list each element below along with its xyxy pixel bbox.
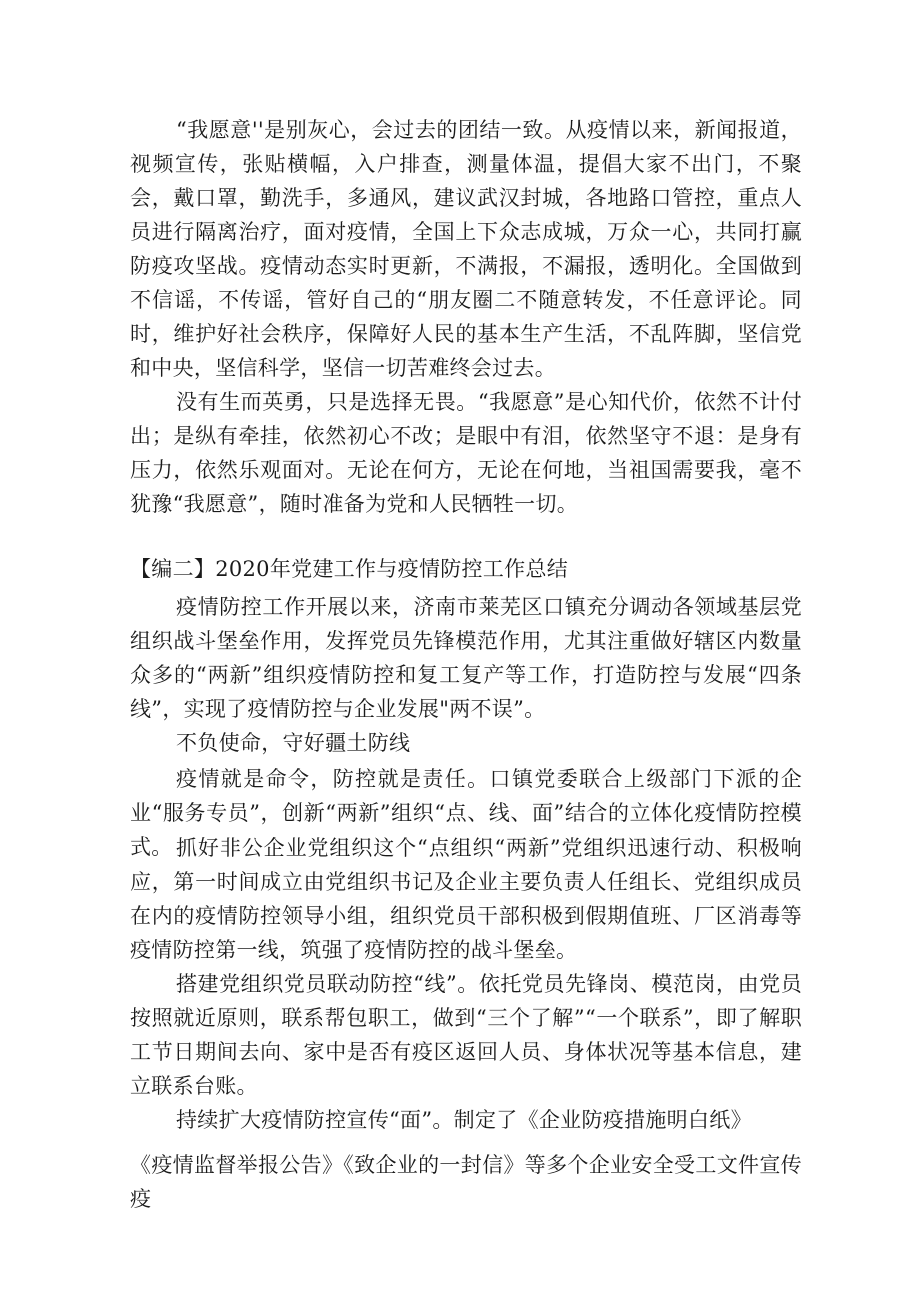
paragraph-command: 疫情就是命令，防控就是责任。口镇党委联合上级部门下派的企业“服务专员”，创新“两新”组织“点、线、面”结合的立体化疫情防控模式。: [130, 767, 802, 859]
paragraph-intro: 疫情防控工作开展以来，济南市莱芜区口镇充分调动各领域基层党组织战斗堡垒作用，发挥党员先锋模范作用，尤其注重做好辖区内数量众多的“两新”组织疫情防控和复工复产等工作，打造防控与发展“四条线”，实现了疫情防控与企业发展"两不误”。: [130, 595, 802, 721]
paragraph-point: 抓好非公企业党组织这个“点组织“两新”党组织迅速行动、积极响应，第一时间成立由党组织书记及企业主要负责人任组长、党组织成员在内的疫情防控领导小组，组织党员干部积极到假期值班、厂区消毒等疫情防控第一线，筑强了疫情防控的战斗堡垒。: [130, 836, 802, 962]
paragraph-courage: 没有生而英勇，只是选择无畏。“我愿意”是心知代价，依然不计付出；是纵有牵挂，依然初心不改；是眼中有泪，依然坚守不退：是身有压力，依然乐观面对。无论在何方，无论在何地，当祖国需要我，毫不犹豫“我愿意”，随时准备为党和人民牺牲一切。: [130, 390, 802, 516]
section-heading: 【编二】2020年党建工作与疫情防控工作总结: [130, 557, 569, 581]
paragraph-documents: 《疫情监督举报公告》《致企业的一封信》等多个企业安全受工文件宣传疫: [130, 1153, 802, 1211]
paragraph-surface: 持续扩大疫情防控宣传“面”。制定了《企业防疫措施明白纸》: [176, 1108, 752, 1132]
paragraph-line: 搭建党组织党员联动防控“线”。依托党员先锋岗、模范岗，由党员按照就近原则，联系帮包职工，做到“三个了解”“一个联系”，即了解职工节日期间去向、家中是否有疫区返回人员、身体状况等基本信息，建立联系台账。: [130, 972, 802, 1098]
paragraph-willingness: “我愿意''是别灰心，会过去的团结一致。从疫情以来，新闻报道，视频宣传，张贴横幅，入户排查，测量体温，提倡大家不出门，不聚会，戴口罩，勤洗手，多通风，建议武汉封城，各地路口管控，重点人员进行隔离治疗，面对疫情，全国上下众志成城，万众一心，共同打赢防疫攻坚战。疫情动态实时更新，不满报，不漏报，透明化。全国做到不信谣，不传谣，管好自己的“朋友圈二不随意转发，不任意评论。同时，维护好社会秩序，保障好人民的基本生产生活，不乱阵脚，坚信党和中央，坚信科学，坚信一切苦难终会过去。: [130, 118, 802, 380]
subheading-mission: 不负使命，守好疆土防线: [176, 731, 411, 755]
